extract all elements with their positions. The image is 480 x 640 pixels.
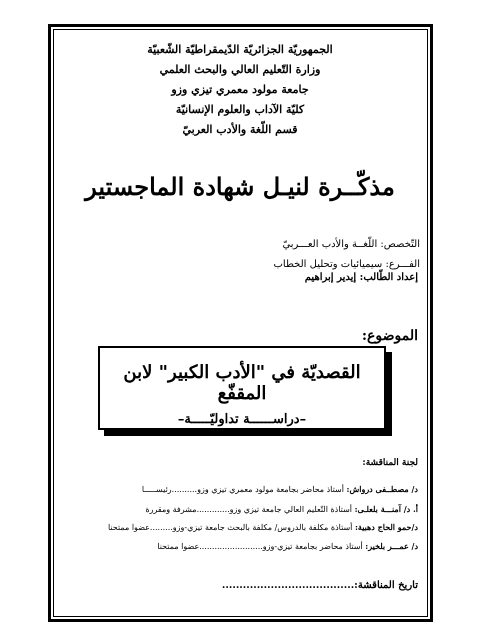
member-name: د/ عمـــر بلخير:	[365, 541, 418, 551]
page-title: مذكّــرة لنيـل شهادة الماجستير	[85, 172, 395, 201]
specialty-block	[80, 235, 420, 275]
institution-header	[60, 40, 420, 140]
member-role: أستاذ محاضر بجامعة تيزي-وزو.........................عضوا ممتحنا	[157, 542, 363, 551]
specialty-line: التّخصص: اللّغــة والأدب العـــربيّ	[282, 239, 420, 250]
subject-label: الموضوع:	[361, 328, 418, 344]
member-name: د/حمو الحاج دهبية:	[354, 522, 418, 532]
committee-member	[58, 522, 418, 532]
subject-box	[98, 346, 386, 430]
member-name: أ. د/ آمنـــة بلعلـى:	[354, 504, 418, 514]
defense-date: تاريخ المناقشة:......................................	[221, 580, 418, 591]
header-line-university: جامعة مولود معمري تيزي وزو	[171, 83, 309, 96]
subject-subtitle: –دراســــــة تداوليّـــــة–	[177, 412, 307, 427]
committee-label: لجنة المناقشة:	[362, 458, 418, 468]
student-name: إعداد الطّالب: إيدير إبراهيم	[304, 272, 418, 283]
member-role: أستاذة مكلفة بالدروس/ مكلفة بالبحث جامعة تيزي-وزو.........عضوا ممتحنا	[107, 523, 353, 532]
member-role: أستاذة التّعليم العالي جامعة تيزي وزو.............مشرفة ومقررة	[145, 505, 353, 514]
header-line-republic: الجمهوريّة الجزائريّة الدّيمقراطيّة الشّعبيّة	[147, 43, 333, 56]
subject-title: القصديّة في "الأدب الكبير" لابن المقفّع	[123, 362, 361, 404]
committee-member	[58, 504, 418, 514]
header-line-faculty: كليّة الآداب والعلوم الإنسانيّة	[175, 103, 305, 116]
header-line-ministry: وزارة التّعليم العالي والبحث العلمي	[159, 63, 321, 76]
committee-member	[58, 484, 418, 494]
branch-line: الفـــرع: سيميائيات وتحليل الخطاب	[273, 259, 420, 270]
committee-member	[58, 541, 418, 551]
header-line-department: قسم اللّغة والأدب العربيّ	[182, 123, 298, 136]
member-name: د/ مصطــفى درواش:	[346, 484, 418, 494]
member-role: أستاذ محاضر بجامعة مولود معمري تيزي وزو..........رئيســـــا	[141, 485, 344, 494]
